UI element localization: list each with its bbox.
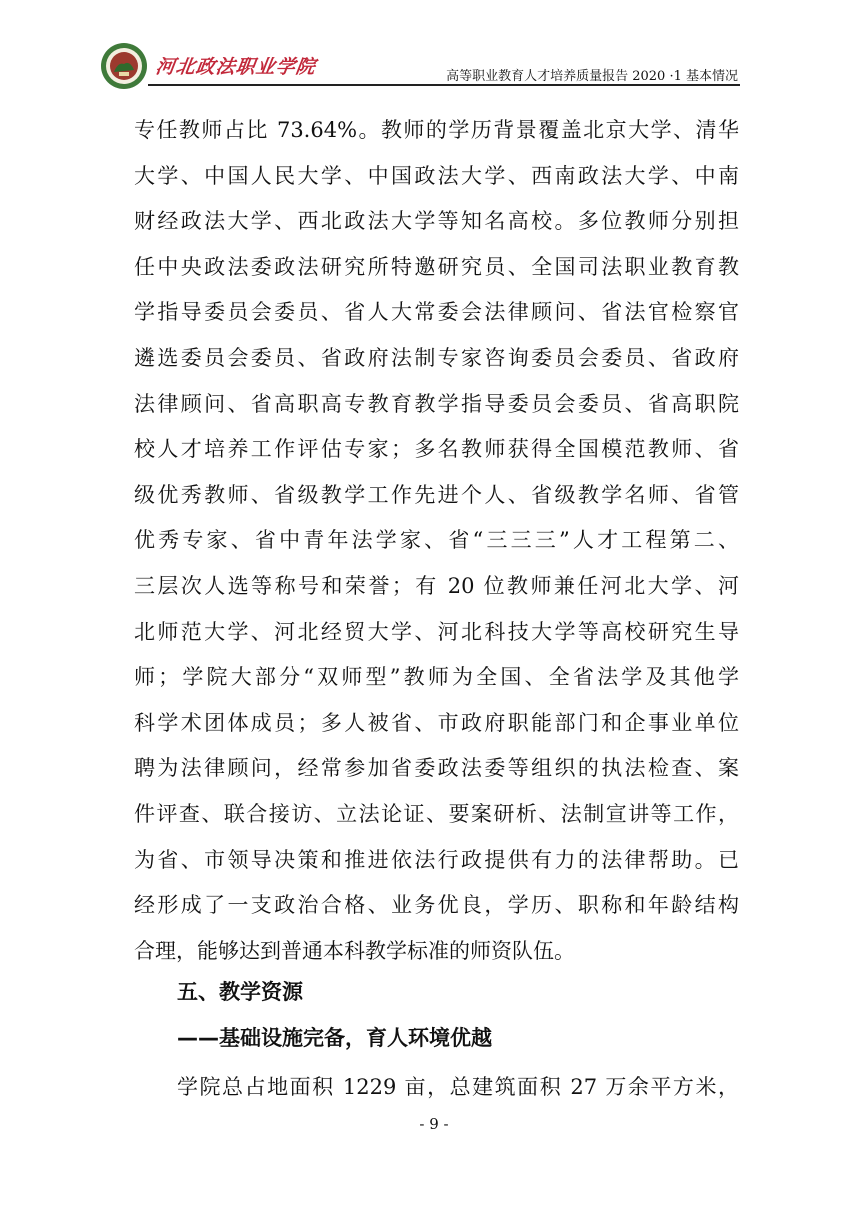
paragraph-line: 校人才培养工作评估专家；多名教师获得全国模范教师、省 [134,437,739,462]
section-heading: 五、教学资源 [177,980,303,1004]
paragraph-line: 三层次人选等称号和荣誉；有 20 位教师兼任河北大学、河 [134,573,739,598]
college-seal-icon [100,42,148,90]
paragraph-line: 件评查、联合接访、立法论证、要案研析、法制宣讲等工作， [134,801,739,826]
paragraph-line: 北师范大学、河北经贸大学、河北科技大学等高校研究生导 [134,619,739,644]
paragraph-line: 为省、市领导决策和推进依法行政提供有力的法律帮助。已 [134,847,739,872]
page-number: - 9 - [419,1115,449,1133]
paragraph-line: 大学、中国人民大学、中国政法大学、西南政法大学、中南 [134,163,739,188]
paragraph-line: 合理，能够达到普通本科教学标准的师资队伍。 [134,938,575,963]
report-header-title: 高等职业教育人才培养质量报告 2020 ·1 基本情况 [446,69,738,84]
paragraph-line: 专任教师占比 73.64%。教师的学历背景覆盖北京大学、清华 [134,118,739,142]
paragraph-line: 学院总占地面积 1229 亩，总建筑面积 27 万余平方米， [177,1075,739,1099]
paragraph-line: 级优秀教师、省级教学工作先进个人、省级教学名师、省管 [134,482,739,507]
college-logo-text: 河北政法职业学院 [154,56,318,78]
page-header [100,38,740,88]
paragraph-line: 法律顾问、省高职高专教育教学指导委员会委员、省高职院 [134,391,739,416]
header-divider [148,84,740,86]
paragraph-line: 任中央政法委政法研究所特邀研究员、全国司法职业教育教 [134,254,739,279]
paragraph-line: 财经政法大学、西北政法大学等知名高校。多位教师分别担 [134,209,739,234]
paragraph-line: 遴选委员会委员、省政府法制专家咨询委员会委员、省政府 [134,345,739,370]
paragraph-line: 科学术团体成员；多人被省、市政府职能部门和企事业单位 [134,710,739,735]
paragraph-line: 师；学院大部分“双师型”教师为全国、全省法学及其他学 [134,665,739,690]
paragraph-line: 学指导委员会委员、省人大常委会法律顾问、省法官检察官 [134,300,739,325]
paragraph-line: 聘为法律顾问，经常参加省委政法委等组织的执法检查、案 [134,756,739,781]
section-subheading: ——基础设施完备，育人环境优越 [177,1026,492,1050]
paragraph-line: 经形成了一支政治合格、业务优良，学历、职称和年龄结构 [134,893,739,918]
body-paragraph [134,108,739,974]
paragraph-line: 优秀专家、省中青年法学家、省“三三三”人才工程第二、 [134,528,739,553]
